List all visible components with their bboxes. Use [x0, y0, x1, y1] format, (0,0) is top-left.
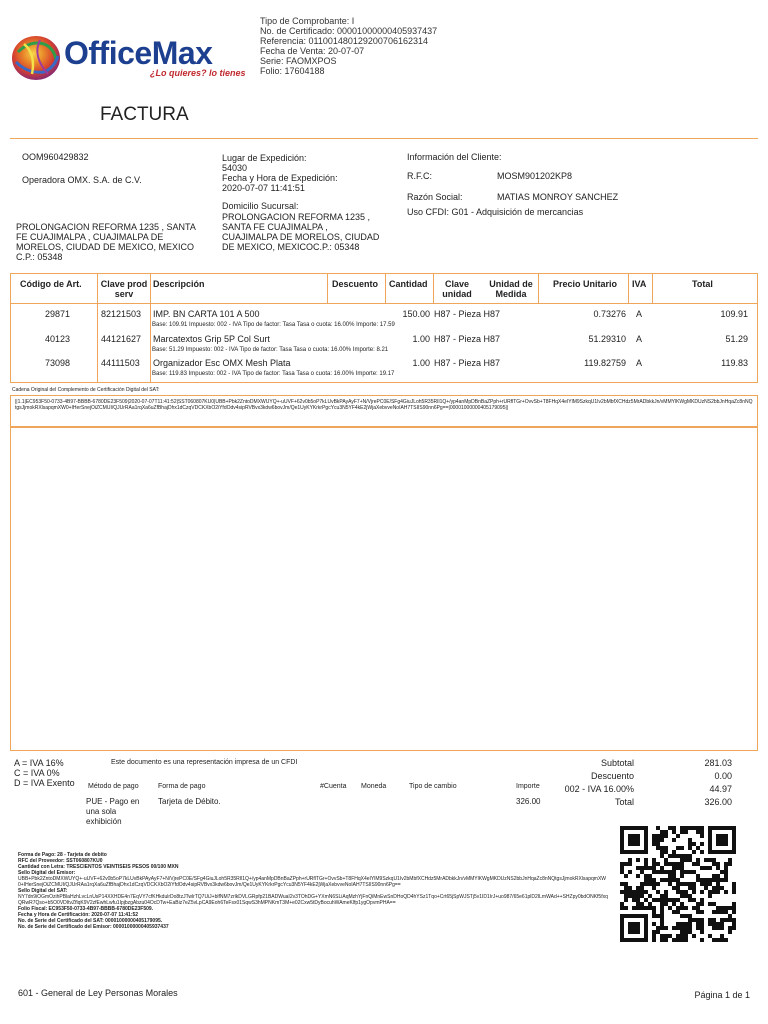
descuento-label: Descuento [590, 771, 634, 781]
table-header-divider [10, 303, 758, 304]
client-razon: MATIAS MONROY SANCHEZ [497, 192, 619, 202]
no-certificado: No. de Certificado: 00001000000405937437 [260, 26, 438, 36]
row2-desc: Marcatextos Grip 5P Col Surt [153, 334, 270, 344]
col-sep [385, 273, 386, 303]
title-divider [10, 138, 758, 139]
client-title: Información del Cliente: [407, 152, 502, 162]
cadena-original-text: ||1.1|EC953F50-0733-4B97-BBBB-6780DE23F509|2020-07-07T11:41:52|SST060807KU0|UBB+Pbk2ZntoDMXWUYQ+-uUVF+62v0b5oP7kLUvBkPAyAyF7+N/VjrePC0E/SFg4GiuJLoh5R35RIl1Q+/yp4anMpDBnBaZPph+rURflTGr+OvvSb+T8FHqX4eIYlM9SzkqU1Iv2bMbfXCHdz5MrADbkkJn/vMMYlKWgMKDUzNS2bbJnHqaZc8nNQtgsJjmokRXlsapqmXW0+IHerSnejOiZCMUI/QJUrRAa1rqXa6uZfBhajDhx1dCzqVDCKXbO2iYfdOdv4sipRVBvx3kdw6bovJm/Qe1UyKYKrkrPgcYcu3N5YF4kE2jWjaXebvveNoIAH7TSIIS90nn6Pg==|00001000000405179095|| [15, 399, 753, 411]
row3-precio: 119.82759 [584, 358, 626, 368]
officemax-brand: OfficeMax [64, 35, 213, 71]
fiscal-block [18, 852, 608, 930]
row1-precio: 0.73276 [593, 309, 626, 319]
row1-clave: 82121503 [101, 309, 142, 319]
fiscal-sello-emisor-label: Sello Digital del Emisor: [18, 870, 76, 876]
row3-cantidad: 1.00 [412, 358, 430, 368]
serie: Serie: FAOMXPOS [260, 56, 337, 66]
header-meta [260, 16, 520, 76]
subtotal: 281.03 [704, 758, 732, 768]
fecha-expedicion-label: Fecha y Hora de Expedición: [222, 173, 338, 183]
forma-pago: Tarjeta de Débito. [158, 797, 221, 806]
iva-amount: 44.97 [709, 784, 732, 794]
cfdi-notice: Este documento es una representación impresa de un CFDI [111, 759, 298, 766]
row2-total: 51.29 [725, 334, 748, 344]
fiscal-sello-sat: NY7dn9iOGmOzihPBlaHzhLvcLnUsP14XXHDE4n7EqVY7cfKHkdulrDo8tzJTwlrTQ7UiJ+blfNM7zrlkDVLGRpfp21BADWuaI2v3TOhDG+YXmN6SLiAqMzhYjFnQiMnEwSnDHoQD4hYSz1Tqo+Crt65jSpWJSTj5v1ID1IrJ+uo987/65e61plD2ILmWAd++SHZpy0bdONKf5fxqQRwR7Qso+b5O0VDItvZflqK9V2zfEwhLwfu1IpjbzgAbzu04OcDTw+EaBiz7eZ5vLpCA9Eoh6TeFsx01SqwS3hMPNKmT3M+e02Cxw5tDyBocuhWAmeKlfp1ygOpvmPHA== [18, 894, 608, 906]
tipo-comprobante: Tipo de Comprobante: I [260, 16, 355, 26]
row3-total: 119.83 [721, 358, 748, 368]
document-title: FACTURA [100, 104, 189, 125]
row2-iva: A [636, 334, 643, 344]
row1-unidad: H87 - Pieza H87 [434, 309, 501, 319]
fecha-venta: Fecha de Venta: 20-07-07 [260, 46, 365, 56]
th-total: Total [692, 279, 713, 289]
col-sep [150, 273, 151, 303]
metodo-pago-label: Método de pago [88, 783, 139, 790]
officemax-logo [10, 34, 250, 84]
total-label: Total [614, 797, 634, 807]
th-descuento: Descuento [332, 279, 379, 289]
fiscal-forma-pago: Forma de Pago: 28 - Tarjeta de debito [18, 852, 107, 858]
referencia: Referencia: 011001480129200706162314 [260, 36, 428, 46]
row3-iva: A [636, 358, 643, 368]
officemax-tagline: ¿Lo quieres? lo tienes [150, 68, 246, 78]
col-sep [150, 303, 151, 383]
row2-codigo: 40123 [44, 334, 70, 344]
th-cantidad: Cantidad [389, 279, 428, 289]
legend-c: C = IVA 0% [14, 768, 60, 778]
col-sep [628, 273, 629, 303]
legend-d: D = IVA Exento [14, 778, 75, 788]
tipo-cambio-label: Tipo de cambio [409, 783, 457, 790]
fiscal-sello-sat-label: Sello Digital del SAT: [18, 888, 68, 894]
col-sep [97, 303, 98, 383]
fiscal-folio: Folio Fiscal: EC953F50-0733-4B97-BBBB-6780DE23F509. [18, 906, 154, 912]
row1-cantidad: 150.00 [402, 309, 430, 319]
footer-pagina: Página 1 de 1 [694, 990, 750, 1000]
th-precio: Precio Unitario [553, 279, 618, 289]
row3-clave: 44111503 [101, 358, 140, 368]
fiscal-rfc-proveedor: RFC del Proveedor: SST060807KU0 [18, 858, 103, 864]
fecha-expedicion: 2020-07-07 11:41:51 [222, 183, 305, 193]
fiscal-serie-sat: No. de Serie del Certificado del SAT: 00001000000405179095. [18, 918, 163, 924]
row1-desc: IMP. BN CARTA 101 A 500 [153, 309, 260, 319]
footer-regimen: 601 - General de Ley Personas Morales [18, 988, 178, 998]
row2-unidad: H87 - Pieza H87 [434, 334, 501, 344]
client-uso-cfdi: Uso CFDI: G01 - Adquisición de mercancias [407, 207, 584, 217]
row2-clave: 44121627 [101, 334, 142, 344]
cuenta-label: #Cuenta [320, 783, 347, 790]
metodo-pago: PUE - Pago en una sola exhibición [86, 797, 140, 826]
row3-desc: Organizador Esc OMX Mesh Plata [153, 358, 291, 368]
issuer-name: Operadora OMX. S.A. de C.V. [22, 175, 142, 185]
row1-codigo: 29871 [44, 309, 70, 319]
th-clave-prod: Clave prod serv [100, 279, 148, 299]
fiscal-fecha-cert: Fecha y Hora de Certificación: 2020-07-07 11:41:52 [18, 912, 139, 918]
row1-iva: A [636, 309, 643, 319]
row3-tax-line: Base: 119.83 Impuesto: 002 - IVA Tipo de factor: Tasa Tasa o cuota: 16.00% Importe: 19.17 [152, 371, 395, 377]
client-rfc-label: R.F.C: [407, 171, 433, 181]
subtotal-label: Subtotal [600, 758, 634, 768]
row1-tax-line: Base: 109.91 Impuesto: 002 - IVA Tipo de factor: Tasa Tasa o cuota: 16.00% Importe: 17.59 [152, 322, 395, 328]
issuer-cp: C.P.: 05348 [16, 252, 63, 262]
expedition-block [222, 153, 382, 193]
officemax-globe-icon [10, 34, 62, 82]
content-frame [10, 427, 758, 751]
client-rfc: MOSM901202KP8 [497, 171, 573, 181]
issuer-rfc: OOM960429832 [22, 152, 89, 162]
th-clave-unidad: Clave unidad [442, 279, 472, 299]
row3-unidad: H87 - Pieza H87 [434, 358, 501, 368]
iva-legend [14, 758, 75, 788]
folio: Folio: 17604188 [260, 66, 325, 76]
total-amount: 326.00 [704, 797, 732, 807]
th-unidad-medida: Unidad de Medida [489, 279, 533, 299]
fiscal-serie-emisor: No. de Serie del Certificado del Emisor: 00001000000405937437 [18, 924, 169, 930]
th-codigo: Código de Art. [20, 279, 82, 289]
descuento: 0.00 [714, 771, 732, 781]
lugar-expedicion: 54030 [222, 163, 248, 173]
forma-pago-label: Forma de pago [158, 783, 206, 790]
row3-codigo: 73098 [44, 358, 70, 368]
qr-code-icon [620, 826, 736, 942]
issuer-address: PROLONGACION REFORMA 1235 , SANTA FE CUAJIMALPA , CUAJIMALPA DE MORELOS, CIUDAD DE MEXICO, MEXICO [16, 222, 196, 252]
legend-a: A = IVA 16% [14, 758, 64, 768]
row2-cantidad: 1.00 [412, 334, 430, 344]
col-sep [652, 273, 653, 303]
cadena-original-box [10, 395, 758, 427]
col-sep [327, 273, 328, 303]
row1-total: 109.91 [720, 309, 748, 319]
cadena-original-label: Cadena Original del Complemento de Certificación Digital del SAT: [12, 387, 160, 393]
fiscal-sello-emisor: UBB+Pbk2ZntoDMXWUYQ+-uUVF+62v0b5oP7kLUvBkPAyAyF7+N/VjrePC0E/SFg4GiuJLoh5R35RIl1Q+/yp4anMpDBnBaZPph+rURflTGr+OvvSb+T8FHqX4eIYlM9SzkqU1Iv2bMbfXCHdz5MrADbkkJn/vMMYlKWgMKDUzNS2bbJnHqaZc8nNQtgsJjmokRXlsapqmXW0+IHerSnejOiZCMUI/QJUrRAa1rqXa6uZfBhajDhx1dCzqVDCKXbO2iYfdOdv4sipRVBvx3kdw6bovJm/Qe1UyKYKrkrPgcYcu3N5YF4kE2jWjaXebvveNoIAH7TSIIS90nn6Pg== [18, 876, 606, 888]
importe-label: Importe [516, 783, 540, 790]
row2-tax-line: Base: 51.29 Impuesto: 002 - IVA Tipo de factor: Tasa Tasa o cuota: 16.00% Importe: 8.21 [152, 347, 389, 353]
lugar-expedicion-label: Lugar de Expedición: [222, 153, 307, 163]
domicilio-sucursal: PROLONGACION REFORMA 1235 , SANTA FE CUAJIMALPA , CUAJIMALPA DE MORELOS, CIUDAD DE MEXICO, MEXICOC.P.: 05348 [222, 212, 380, 252]
client-razon-label: Razón Social: [407, 192, 463, 202]
domicilio-sucursal-label: Domicilio Sucursal: [222, 201, 299, 211]
iva-label: 002 - IVA 16.00% [564, 784, 634, 794]
col-sep [433, 273, 434, 303]
th-descripcion: Descripción [153, 279, 205, 289]
th-iva: IVA [632, 279, 647, 289]
col-sep [538, 273, 539, 303]
importe: 326.00 [516, 797, 541, 806]
row2-precio: 51.29310 [588, 334, 626, 344]
col-sep [97, 273, 98, 303]
fiscal-cantidad-letra: Cantidad con Letra: TRESCIENTOS VEINTISEIS PESOS 00/100 MXN [18, 864, 179, 870]
moneda-label: Moneda [361, 783, 387, 790]
